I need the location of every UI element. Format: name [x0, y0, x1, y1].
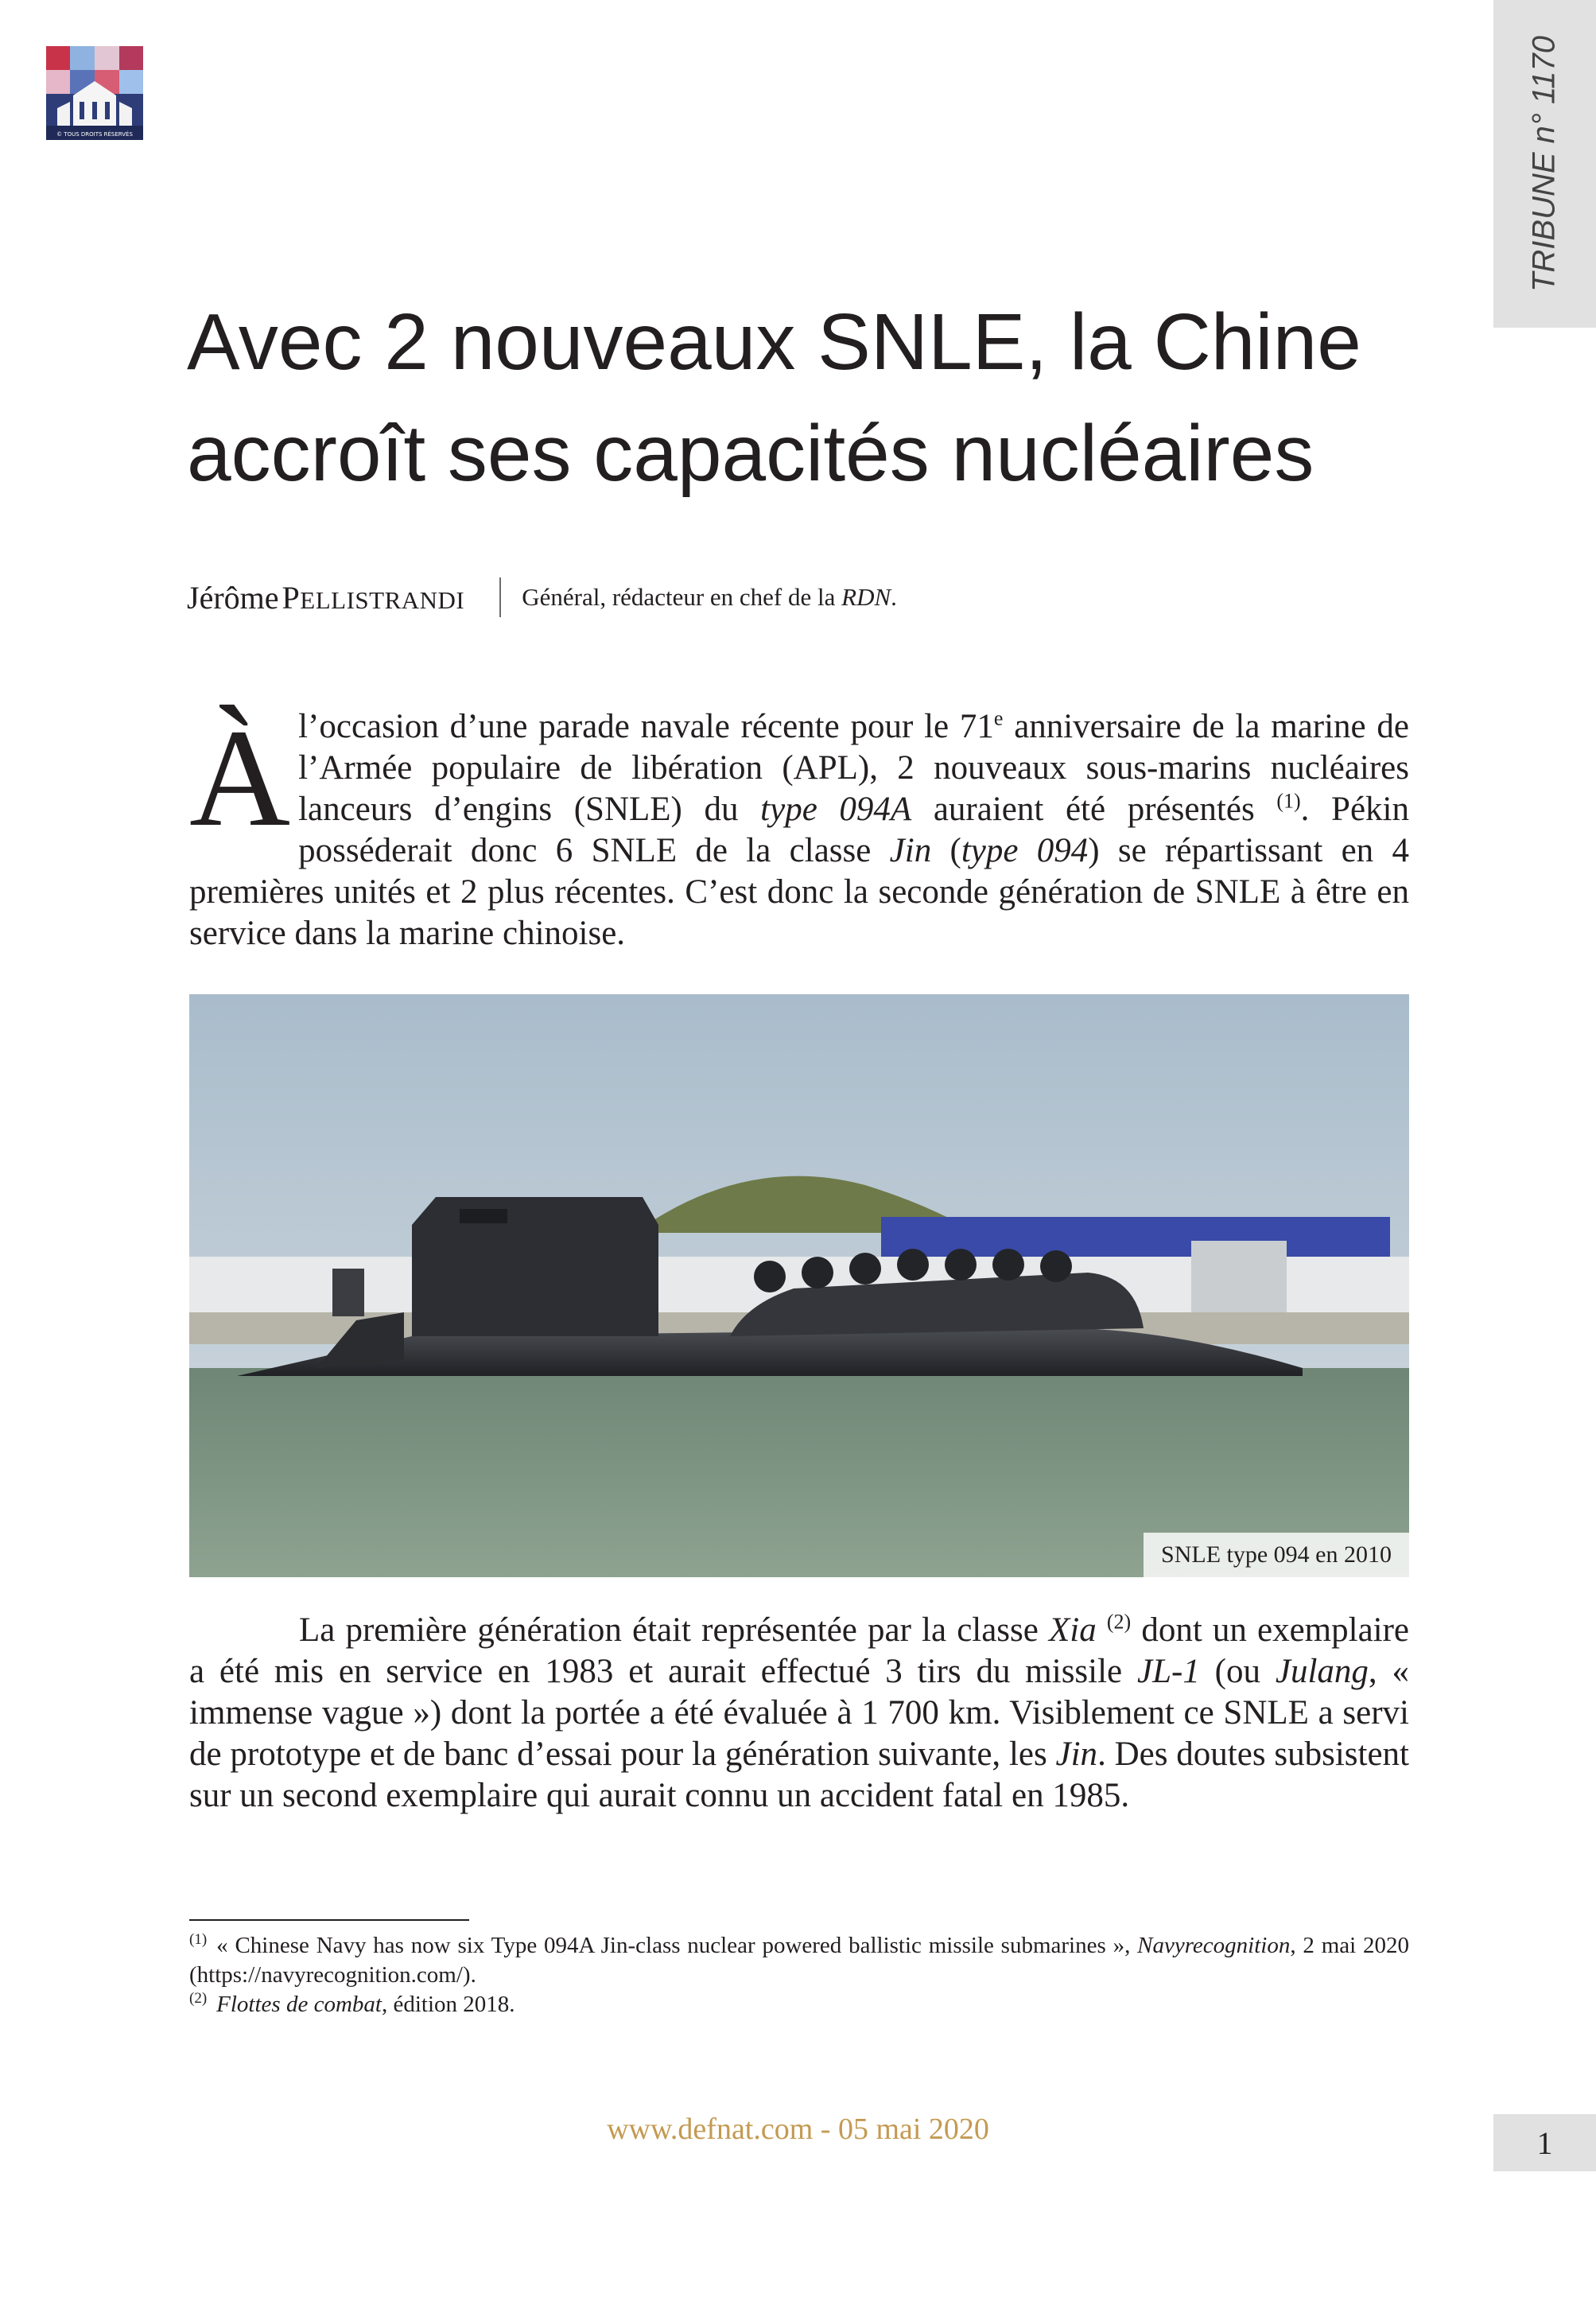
- author-role: Général, rédacteur en chef de la RDN.: [522, 583, 897, 611]
- footnote-ref-1[interactable]: (1): [1276, 789, 1301, 813]
- byline: [187, 577, 897, 618]
- logo: [46, 46, 143, 140]
- svg-text:© TOUS DROITS RÉSERVÉS: © TOUS DROITS RÉSERVÉS: [56, 131, 133, 138]
- footnote-1: $^{(1)}$ « Chinese Navy has now six Type 094A Jin-class nuclear powered ballistic missile submarines », Navyrecognition, 2 mai 2020 (https://navyrecognition.com/).: [189, 1931, 1409, 1988]
- submarine-illustration: [189, 994, 1409, 1577]
- article-title: Avec 2 nouveaux SNLE, la Chine accroît ses capacités nucléaires: [187, 297, 1361, 498]
- author-first-name: Jérôme: [187, 579, 279, 616]
- series-label: TRIBUNE n° 1170: [1526, 35, 1562, 293]
- drop-cap: À: [189, 701, 291, 856]
- series-tab: [1493, 0, 1596, 328]
- footnote-ref-2[interactable]: (2): [1106, 1610, 1132, 1634]
- page-number: 1: [1493, 2114, 1596, 2171]
- footnote-2: $^{(2)}$ Flottes de combat, édition 2018.: [189, 1990, 515, 2017]
- byline-separator: [499, 577, 501, 617]
- author-last-name: PELLISTRANDI: [282, 579, 465, 616]
- body-paragraph: La première génération était représentée par la classe Xia $^{(2)}$ dont un exemplaire a été mis en service en 1983 et aurait effectué 3 tirs du missile JL-1 (ou Julang, « immense vague ») dont la portée a été évaluée à 1 700 km. Visiblement ce SNLE a servi de prototype et de banc d’essai pour la génération suivante, les Jin. Des doutes subsistent sur un second exemplaire qui aurait connu un accident fatal en 1985.: [189, 1610, 1410, 1814]
- intro-paragraph: À l’occasion d’une parade navale récente pour le 71e anniversaire de la marine de l’Armée populaire de libération (APL), 2 nouveaux sous-marins nucléaires lanceurs d’engins (SNLE) du type 094A auraient été présentés $^{(1)}$. Pékin posséderait donc 6 SNLE de la classe Jin (type 094) se répartissant en 4 premières unités et 2 plus récentes. C’est donc la seconde génération de SNLE à être en service dans la marine chinoise.: [189, 701, 1409, 952]
- submarine-photo: [189, 994, 1409, 1577]
- footnote-divider: [189, 1919, 469, 1921]
- logo-image: [46, 46, 143, 140]
- footnotes: [189, 1931, 1409, 2019]
- photo-caption: SNLE type 094 en 2010: [1144, 1533, 1409, 1577]
- footer-site-date[interactable]: www.defnat.com - 05 mai 2020: [607, 2112, 989, 2146]
